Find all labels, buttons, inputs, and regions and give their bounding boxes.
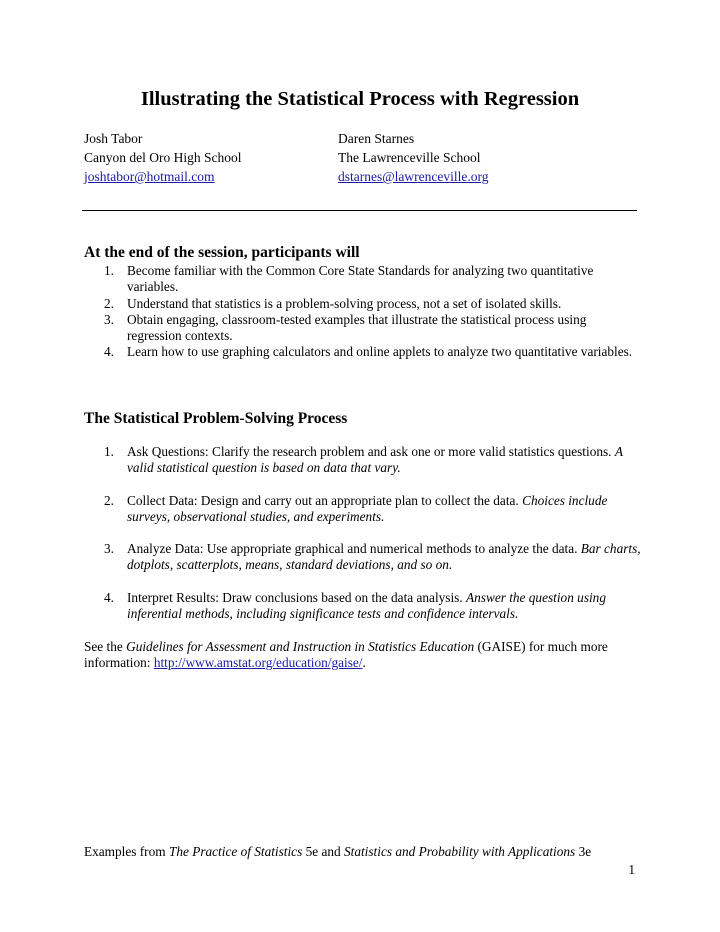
objectives-list <box>84 263 644 361</box>
list-item-text: Learn how to use graphing calculators and online applets to analyze two quantitative variables. <box>127 344 633 360</box>
process-heading: The Statistical Problem-Solving Process <box>84 410 348 427</box>
step-text: Analyze Data: Use appropriate graphical and numerical methods to analyze the data. <box>127 541 578 557</box>
author-school: Canyon del Oro High School <box>84 150 242 165</box>
list-item-text: Obtain engaging, classroom-tested examples that illustrate the statistical process using regression contexts. <box>127 311 587 344</box>
author-1 <box>84 129 242 186</box>
step-italic-note: Answer the question using inferential methods, including significance tests and confidence intervals. <box>127 589 606 622</box>
step-text: Collect Data: Design and carry out an appropriate plan to collect the data. <box>127 492 519 508</box>
horizontal-rule <box>82 210 637 211</box>
process-steps-list <box>84 444 644 638</box>
step-text: Interpret Results: Draw conclusions based on the data analysis. <box>127 589 463 605</box>
author-name: Daren Starnes <box>338 131 415 146</box>
list-item <box>84 263 644 296</box>
step-italic-note: Choices include surveys, observational studies, and experiments. <box>127 492 608 524</box>
step-text: Ask Questions: Clarify the research problem and ask one or more valid statistics questions. <box>127 444 612 459</box>
author-name: Josh Tabor <box>84 131 143 146</box>
gaise-link[interactable]: http://www.amstat.org/education/gaise/ <box>153 655 363 671</box>
book-title: The Practice of Statistics <box>168 844 303 859</box>
list-item-number: 1. <box>104 444 114 459</box>
list-item <box>84 541 644 574</box>
list-item-number: 4. <box>104 344 114 360</box>
list-item <box>84 444 644 477</box>
list-item <box>84 312 644 345</box>
list-item-number: 3. <box>104 311 114 327</box>
footer-note: Examples from The Practice of Statistics 5e and Statistics and Probability with Applications 3e <box>84 844 592 859</box>
list-item <box>84 493 644 526</box>
list-item <box>84 296 644 312</box>
author-2 <box>338 129 489 186</box>
gaise-reference-paragraph: See the Guidelines for Assessment and Instruction in Statistics Education (GAISE) for much more information: http://www.amstat.org/education/gaise/. <box>84 639 608 671</box>
list-item-number: 4. <box>104 589 114 605</box>
list-item-number: 1. <box>104 263 114 278</box>
step-italic-note: Bar charts, dotplots, scatterplots, means, standard deviations, and so on. <box>127 541 641 573</box>
book-title: Statistics and Probability with Applications <box>344 844 576 859</box>
list-item <box>84 344 644 360</box>
page-title: Illustrating the Statistical Process with Regression <box>140 88 580 110</box>
author-school: The Lawrenceville School <box>338 150 481 165</box>
step-italic-note: A valid statistical question is based on data that vary. <box>127 444 623 476</box>
list-item <box>84 590 644 623</box>
list-item-number: 2. <box>104 492 114 508</box>
list-item-number: 2. <box>104 295 114 311</box>
author-email-link[interactable]: dstarnes@lawrenceville.org <box>338 169 489 184</box>
page-number: 1 <box>628 862 635 877</box>
list-item-text: Understand that statistics is a problem-solving process, not a set of isolated skills. <box>127 295 562 311</box>
gaise-title: Guidelines for Assessment and Instruction in Statistics Education <box>126 639 475 654</box>
list-item-number: 3. <box>104 541 114 557</box>
objectives-heading: At the end of the session, participants will <box>84 244 360 261</box>
author-email-link[interactable]: joshtabor@hotmail.com <box>84 169 215 184</box>
list-item-text: Become familiar with the Common Core State Standards for analyzing two quantitative variables. <box>127 263 594 295</box>
